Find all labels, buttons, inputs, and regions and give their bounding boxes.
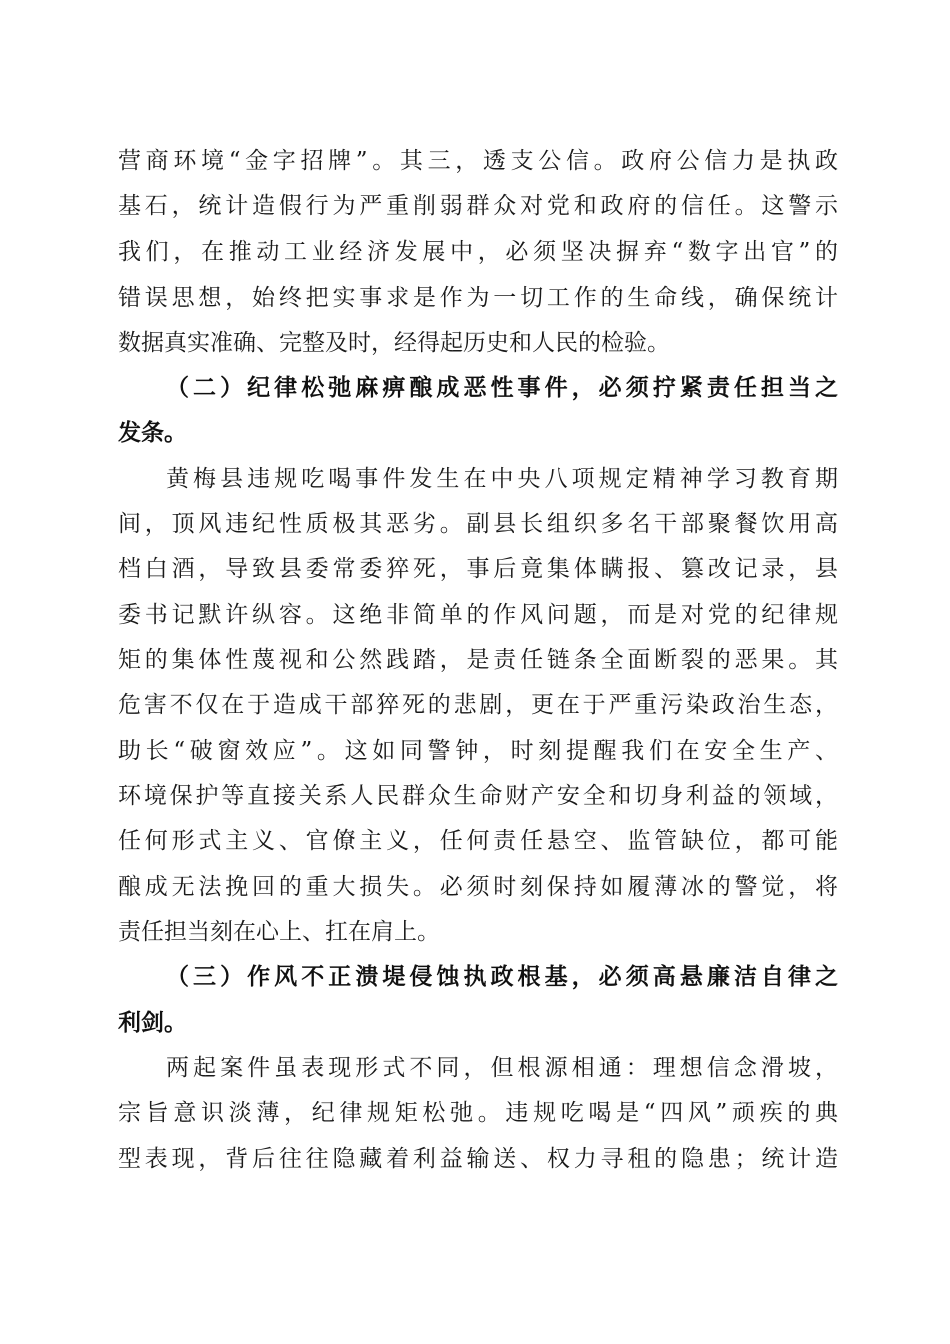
- text-line: 黄梅县违规吃喝事件发生在中央八项规定精神学习教育期: [166, 466, 838, 492]
- text-line: 数据真实准确、完整及时，经得起历史和人民的检验。: [118, 330, 670, 356]
- text-line: 间，顶风违纪性质极其恶劣。副县长组织多名干部聚餐饮用高: [118, 511, 838, 537]
- text-line: 型表现，背后往往隐藏着利益输送、权力寻租的隐患；统计造: [118, 1146, 838, 1172]
- section-heading: （二）纪律松弛麻痹酿成恶性事件，必须拧紧责任担当之: [166, 375, 838, 401]
- section-heading: （三）作风不正溃堤侵蚀执政根基，必须高悬廉洁自律之: [166, 964, 838, 990]
- text-line: 委书记默许纵容。这绝非简单的作风问题，而是对党的纪律规: [118, 602, 838, 628]
- text-line: 宗旨意识淡薄，纪律规矩松弛。违规吃喝是“四风”顽疾的典: [118, 1100, 838, 1126]
- text-line: 两起案件虽表现形式不同，但根源相通：理想信念滑坡，: [166, 1055, 838, 1081]
- text-line: 我们，在推动工业经济发展中，必须坚决摒弃“数字出官”的: [118, 239, 838, 265]
- section-heading: 利剑。: [118, 1010, 187, 1036]
- text-line: 任何形式主义、官僚主义，任何责任悬空、监管缺位，都可能: [118, 828, 838, 854]
- text-line: 酿成无法挽回的重大损失。必须时刻保持如履薄冰的警觉，将: [118, 874, 838, 900]
- text-line: 档白酒，导致县委常委猝死，事后竟集体瞒报、篡改记录，县: [118, 556, 838, 582]
- text-line: 基石，统计造假行为严重削弱群众对党和政府的信任。这警示: [118, 193, 838, 219]
- text-line: 营商环境“金字招牌”。其三，透支公信。政府公信力是执政: [118, 148, 838, 174]
- section-heading: 发条。: [118, 420, 187, 446]
- text-line: 责任担当刻在心上、扛在肩上。: [118, 919, 440, 945]
- text-line: 危害不仅在于造成干部猝死的悲剧，更在于严重污染政治生态，: [118, 692, 838, 718]
- text-line: 助长“破窗效应”。这如同警钟，时刻提醒我们在安全生产、: [118, 738, 838, 764]
- text-line: 环境保护等直接关系人民群众生命财产安全和切身利益的领域，: [118, 783, 838, 809]
- text-line: 矩的集体性蔑视和公然践踏，是责任链条全面断裂的恶果。其: [118, 647, 838, 673]
- text-line: 错误思想，始终把实事求是作为一切工作的生命线，确保统计: [118, 285, 838, 311]
